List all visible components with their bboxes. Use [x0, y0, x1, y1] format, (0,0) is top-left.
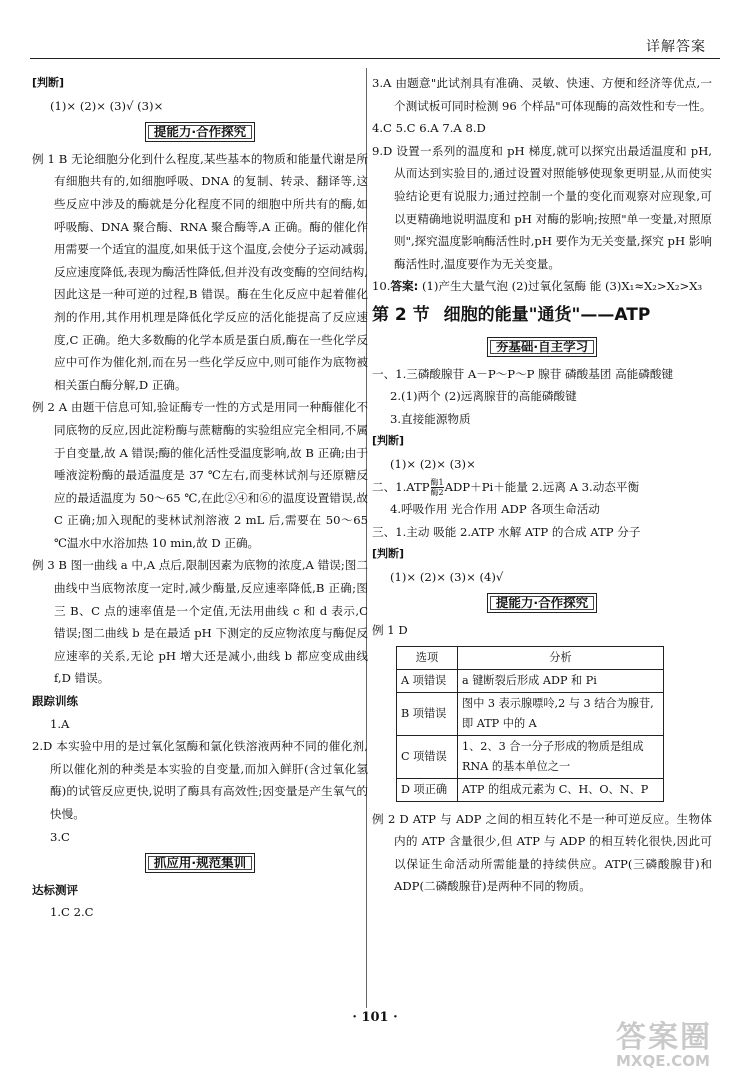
section-number: 第 2 节 [372, 304, 430, 325]
answer-9: 9.D 设置一系列的温度和 pH 梯度,就可以探究出最适温度和 pH,从而达到实验目的,通过设置对照能够使现象更明显,从而使实验结论更有说服力;通过控制一个量的变化而观察对应现象,可以更精确地说明温度和 pH 对酶的影响;按照"单一变量,对照原则",探究温度影响酶活性时,pH 要作为无关变量,探究 pH 影响酶活性时,温度要作为无关变量。 [372, 143, 712, 271]
judge-answers: (1)× (2)× (3)√ (3)× [50, 98, 164, 113]
section-banner: 提能力·合作探究 [145, 122, 255, 142]
basics-1: 一、1.三磷酸腺苷 A－P～P～P 腺苷 磷酸基团 高能磷酸键 [372, 366, 674, 381]
judge-label: [判断] [372, 434, 405, 448]
track-label: 跟踪训练 [32, 694, 78, 709]
table-cell: ATP 的组成元素为 C、H、O、N、P [458, 778, 664, 801]
analysis-table [396, 646, 664, 802]
table-row [397, 735, 664, 778]
watermark-text: 答案圈 [616, 1020, 712, 1055]
enzyme-arrows [431, 478, 444, 497]
table-row [397, 778, 664, 801]
basics-2: 2.(1)两个 (2)远离腺苷的高能磷酸键 [390, 389, 577, 404]
section-title [372, 298, 712, 332]
judge-label: [判断] [372, 547, 405, 561]
table-row [397, 692, 664, 735]
test-answers: 1.C 2.C [50, 905, 94, 920]
table-cell: C 项错误 [397, 735, 458, 778]
table-header: 分析 [458, 646, 664, 669]
track-answer-1: 1.A [50, 716, 70, 731]
header-rule [30, 58, 720, 59]
right-column [372, 72, 712, 898]
equation-left: 二、1.ATP [372, 479, 430, 494]
table-row [397, 669, 664, 692]
judge-answers: (1)× (2)× (3)× [390, 456, 476, 471]
enzyme-2: 酶2 [430, 488, 444, 497]
left-column [32, 72, 368, 924]
section-banner: 抓应用·规范集训 [145, 853, 255, 873]
table-cell: A 项错误 [397, 669, 458, 692]
page-number: · 101 · [352, 1010, 398, 1025]
example-1: 例 1 B 无论细胞分化到什么程度,某些基本的物质和能量代谢是所有细胞共有的,如细胞呼吸、DNA 的复制、转录、翻译等,这些反应中涉及的酶就是分化程度不同的细胞中所共有的酶,如呼吸酶、DNA 聚合酶、RNA 聚合酶等,A 正确。酶的催化作用需要一个适宜的温度,如果低于这个温度,会使分子运动减弱,反应速度降低,表现为酶活性降低,但并没有改变酶的空间结构,因此这是一种可逆的过程,B 错误。酶在生化反应中起着催化剂的作用,其作用机理是降低化学反应的活化能提高了反应速度,C 正确。绝大多数酶的化学本质是蛋白质,酶在一些化学反应中可作为催化剂,而在另一些化学反应中,则可能作为底物被相关蛋白酶分解,D 正确。 [32, 151, 368, 392]
section-name: 细胞的能量"通货"——ATP [443, 304, 651, 325]
watermark-url: MXQE.COM [616, 1052, 710, 1070]
test-label: 达标测评 [32, 882, 78, 897]
basics-three: 三、1.主动 吸能 2.ATP 水解 ATP 的合成 ATP 分子 [372, 524, 641, 539]
enzyme-1: 酶1 [430, 478, 444, 487]
judge-label: [判断] [32, 76, 65, 89]
answers-4-8: 4.C 5.C 6.A 7.A 8.D [372, 121, 486, 136]
section-banner: 夯基础·自主学习 [487, 337, 597, 357]
basics-4: 4.呼吸作用 光合作用 ADP 各项生命活动 [390, 502, 600, 517]
basics-3: 3.直接能源物质 [390, 411, 471, 426]
example-3: 例 3 B 图一曲线 a 中,A 点后,限制因素为底物的浓度,A 错误;图二曲线中当底物浓度一定时,减少酶量,反应速率降低,B 正确;图三 B、C 点的速率值是一个定值,无法用曲线 c 和 d 表示,C 错误;图二曲线 b 是在最适 pH 下测定的反应物浓度与酶促反应速率的关系,无论 pH 增大还是减小,曲线 b 都应变成曲线 f,D 错误。 [32, 558, 368, 686]
table-cell: a 键断裂后形成 ADP 和 Pi [458, 669, 664, 692]
example-1: 例 1 D [372, 623, 408, 638]
watermark-logo [616, 1012, 726, 1070]
table-cell: 1、2、3 合一分子形成的物质是组成 RNA 的基本单位之一 [458, 735, 664, 778]
table-header: 选项 [397, 646, 458, 669]
judge-answers: (1)× (2)× (3)× (4)√ [390, 569, 504, 584]
header-title: 详解答案 [646, 39, 706, 55]
table-cell: D 项正确 [397, 778, 458, 801]
track-answer-2: 2.D 本实验中用的是过氧化氢酶和氯化铁溶液两种不同的催化剂,所以催化剂的种类是本实验的自变量,而加入鲜肝(含过氧化氢酶)的试管反应更快,说明了酶具有高效性;因变量是产生氧气的快慢。 [32, 739, 368, 821]
example-2: 例 2 A 由题干信息可知,验证酶专一性的方式是用同一种酶催化不同底物的反应,因此淀粉酶与蔗糖酶的实验组应完全相同,不属于自变量,故 A 错误;酶的催化活性受温度影响,故 B 正确;由于唾液淀粉酶的最适温度是 37 ℃左右,而斐林试剂与还原糖反应的最适温度为 50～65 ℃,在此②④和⑥的温度设置错误,故 C 正确;加入现配的斐林试剂溶液 2 mL 后,需要在 50～65 ℃温水中水浴加热 10 min,故 D 正确。 [32, 400, 368, 550]
section-banner: 提能力·合作探究 [487, 593, 597, 613]
equation-right: ADP＋Pi＋能量 2.远离 A 3.动态平衡 [444, 479, 640, 494]
atp-equation [372, 476, 712, 499]
answer-label: 答案: [390, 279, 419, 294]
table-header-row [397, 646, 664, 669]
answer-10-text: (1)产生大量气泡 (2)过氧化氢酶 能 (3)X₁≈X₂>X₂>X₃ [421, 279, 703, 294]
answer-10-number: 10. [372, 279, 391, 294]
table-cell: 图中 3 表示腺嘌呤,2 与 3 结合为腺苷,即 ATP 中的 A [458, 692, 664, 735]
answer-10 [372, 275, 712, 298]
answer-3: 3.A 由题意"此试剂具有准确、灵敏、快速、方便和经济等优点,一个测试板可同时检测 96 个样品"可体现酶的高效性和专一性。 [372, 76, 712, 113]
table-cell: B 项错误 [397, 692, 458, 735]
example-2: 例 2 D ATP 与 ADP 之间的相互转化不是一种可逆反应。生物体内的 ATP 含量很少,但 ATP 与 ADP 的相互转化很快,因此可以保证生命活动所需能量的持续供应。ATP(三磷酸腺苷)和 ADP(二磷酸腺苷)是两种不同的物质。 [372, 811, 712, 894]
track-answer-3: 3.C [50, 829, 70, 844]
